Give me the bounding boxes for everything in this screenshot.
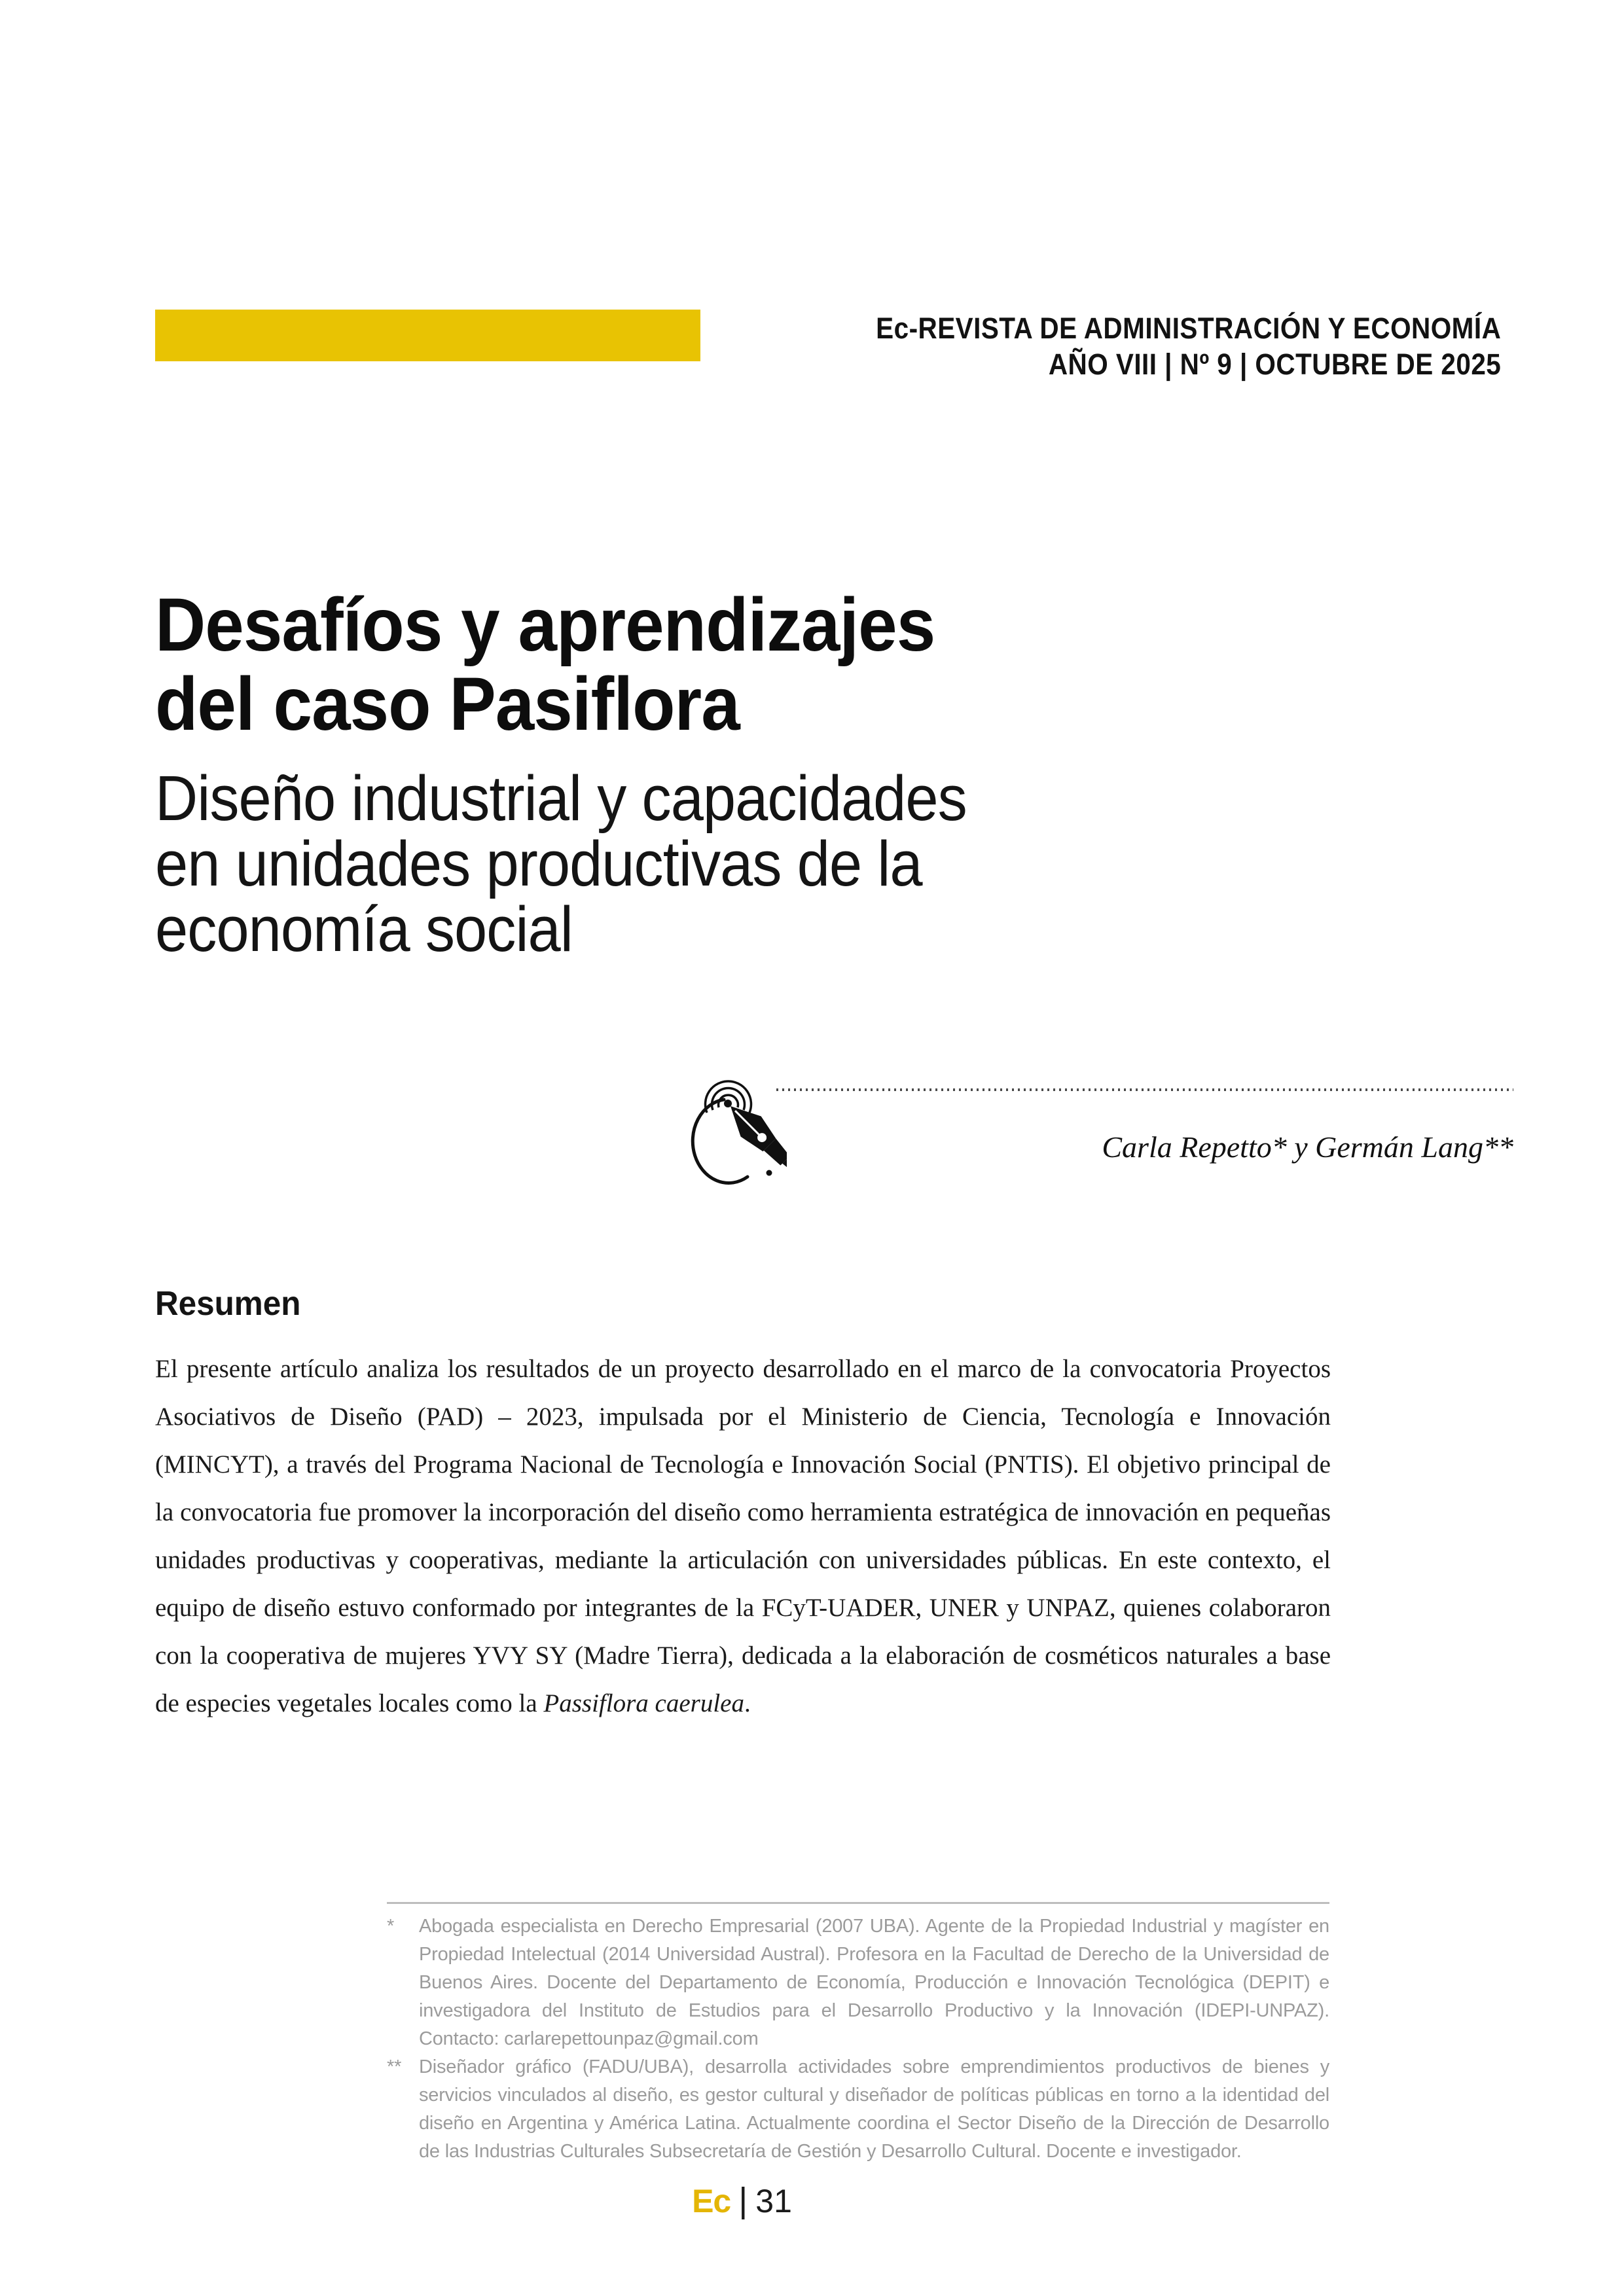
footer-journal-logo: Ec [692,2183,731,2219]
footnote-marker: ** [387,2056,402,2077]
footnote-text: Diseñador gráfico (FADU/UBA), desarrolla actividades sobre emprendimientos productivos de bienes y servicios vinculados al diseño, es gestor cultural y diseñador de políticas públicas en torno a la identidad del diseño en Argentina y América Latina. Actualmente coordina el Sector Diseño de la Dirección de Desarrollo de las Industrias Culturales Subsecretaría de Gestión y Desarrollo Cultural. Docente e investigador. [419,2056,1329,2162]
journal-issue-line: AÑO VIII | Nº 9 | OCTUBRE DE 2025 [1048,348,1501,381]
footnotes-block [387,1912,1329,2166]
footnote-marker: * [387,1916,395,1937]
pen-nib-icon [676,1075,787,1186]
journal-header [876,310,1501,382]
page-footer [155,2182,1329,2219]
footnote-item [387,1912,1329,2053]
footer-separator: | [738,2181,748,2220]
article-title-line2: del caso Pasiflora [155,662,740,746]
article-title [155,583,935,746]
abstract-text-main: El presente artículo analiza los resultados de un proyecto desarrollado en el marco de la convocatoria Proyectos Asociativos de Diseño (PAD) – 2023, impulsada por el Ministerio de Ciencia, Tecnología e Innovación (MINCYT), a través del Programa Nacional de Tecnología e Innovación Social (PNTIS). El objetivo principal de la convocatoria fue promover la incorporación del diseño como herramienta estratégica de innovación en pequeñas unidades productivas y cooperativas, mediante la articulación con universidades públicas. En este contexto, el equipo de diseño estuvo conformado por integrantes de la FCyT-UADER, UNER y UNPAZ, quienes colaboraron con la cooperativa de mujeres YVY SY (Madre Tierra), dedicada a la elaboración de cosméticos naturales a base de especies vegetales locales como la [155,1355,1331,1717]
article-subtitle [155,762,967,965]
abstract-species-name: Passiflora caerulea [543,1689,744,1717]
article-subtitle-line2: en unidades productivas de la [155,828,922,899]
article-subtitle-line3: economía social [155,893,573,965]
author-byline: Carla Repetto* y Germán Lang** [1102,1130,1513,1164]
masthead-yellow-bar [155,310,700,361]
article-title-line1: Desafíos y aprendizajes [155,583,935,667]
abstract-heading: Resumen [155,1285,301,1323]
footnote-divider [387,1902,1329,1904]
footnote-item [387,2053,1329,2166]
footnote-text: Abogada especialista en Derecho Empresarial (2007 UBA). Agente de la Propiedad Industrial y magíster en Propiedad Intelectual (2014 Universidad Austral). Profesora en la Facultad de Derecho de la Universidad de Buenos Aires. Docente del Departamento de Economía, Producción e Innovación Tecnológica (DEPIT) e investigadora del Instituto de Estudios para el Desarrollo Productivo y la Innovación (IDEPI-UNPAZ). Contacto: carlarepettounpaz@gmail.com [419,1916,1329,2049]
dotted-divider [776,1088,1513,1091]
journal-title: Ec-REVISTA DE ADMINISTRACIÓN Y ECONOMÍA [875,312,1501,345]
abstract-paragraph [155,1345,1331,1727]
abstract-text-tail: . [744,1689,751,1717]
footer-page-number: 31 [755,2183,792,2219]
article-subtitle-line1: Diseño industrial y capacidades [155,762,967,834]
